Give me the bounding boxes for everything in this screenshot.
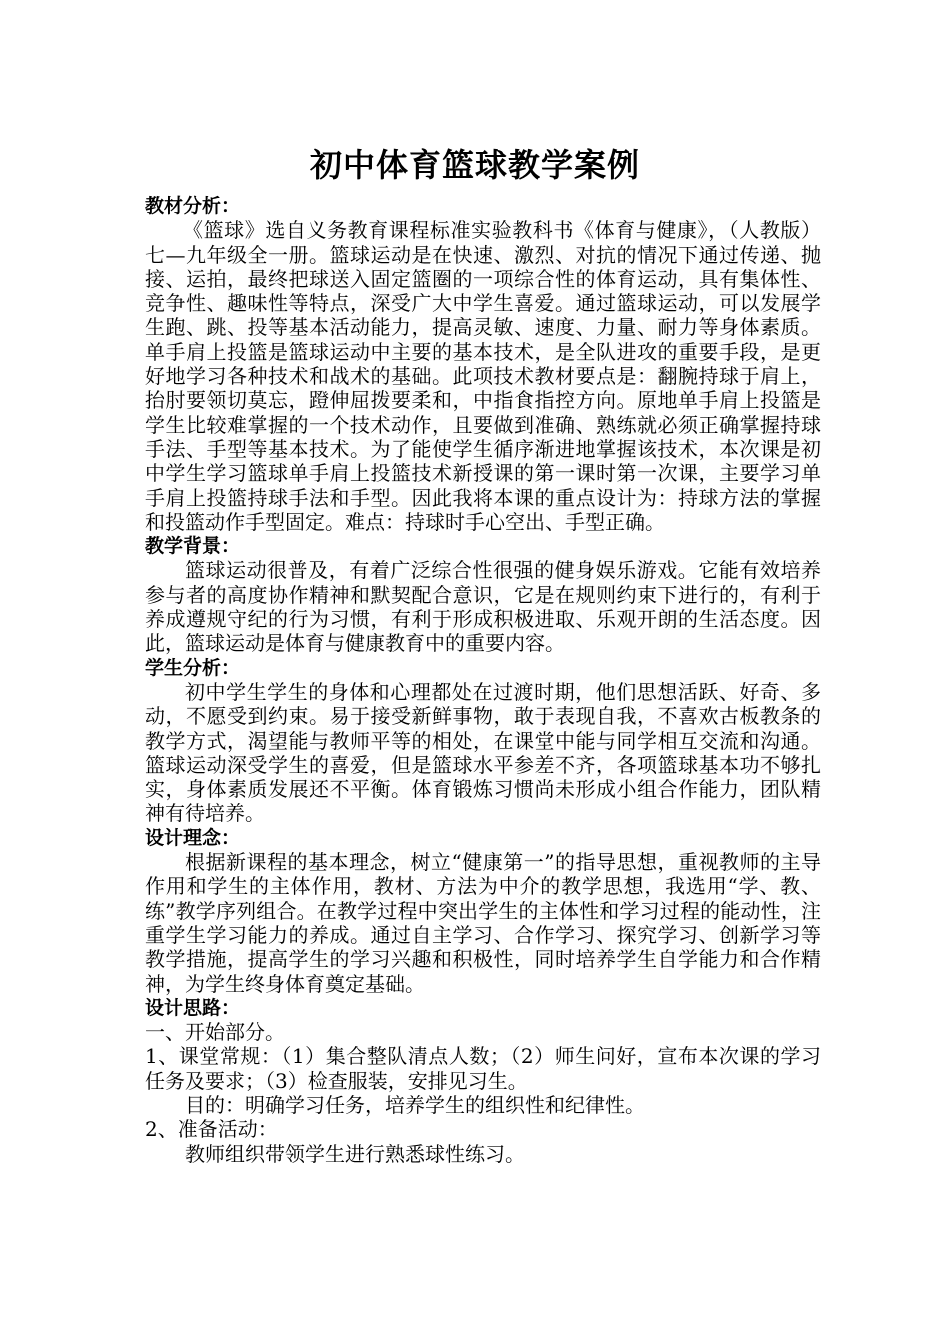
paragraph-material: 《篮球》选自义务教育课程标准实验教科书《体育与健康》，（人教版）七—九年级全一册。篮球运动是在快速、激烈、对抗的情况下通过传递、抛接、运拍，最终把球送入固定篮圈的一项综合性的体育运动，具有集体性、竞争性、趣味性等特点，深受广大中学生喜爱。通过篮球运动，可以发展学生跑、跳、投等基本活动能力，提高灵敏、速度、力量、耐力等身体素质。单手肩上投篮是篮球运动中主要的基本技术，是全队进攻的重要手段，是更好地学习各种技术和战术的基础。此项技术教材要点是：翻腕持球于肩上，抬肘要领切莫忘，蹬伸屈拨要柔和，中指食指控方向。原地单手肩上投篮是学生比较难掌握的一个技术动作，且要做到准确、熟练就必须正确掌握持球手法、手型等基本技术。为了能使学生循序渐进地掌握该技术，本次课是初中学生学习篮球单手肩上投篮技术新授课的第一课时第一次课，主要学习单手肩上投篮持球手法和手型。因此我将本课的重点设计为：持球方法的掌握和投篮动作手型固定。难点：持球时手心空出、手型正确。 xyxy=(145,218,821,534)
section-heading-concept: 设计理念： xyxy=(145,826,241,849)
approach-item-1: 1、课堂常规：（1）集合整队清点人数；（2）师生问好，宣布本次课的学习任务及要求；（3）检查服装，安排见习生。 xyxy=(145,1044,821,1093)
section-heading-background: 教学背景： xyxy=(145,535,241,558)
paragraph-background: 篮球运动很普及，有着广泛综合性很强的健身娱乐游戏。它能有效培养参与者的高度协作精神和默契配合意识，它是在规则约束下进行的，有利于养成遵规守纪的行为习惯，有利于形成积极进取、乐观开朗的生活态度。因此，篮球运动是体育与健康教育中的重要内容。 xyxy=(145,558,821,656)
section-heading-material: 教材分析： xyxy=(145,195,241,217)
approach-part-1: 一、开始部分。 xyxy=(145,1020,285,1045)
section-heading-students: 学生分析： xyxy=(145,656,241,679)
approach-item-2-text: 教师组织带领学生进行熟悉球性练习。 xyxy=(185,1141,525,1166)
approach-purpose: 目的：明确学习任务，培养学生的组织性和纪律性。 xyxy=(185,1092,645,1117)
document-body xyxy=(145,194,821,1166)
page-title: 初中体育篮球教学案例 xyxy=(309,146,640,184)
paragraph-students: 初中学生学生的身体和心理都处在过渡时期，他们思想活跃、好奇、多动，不愿受到约束。易于接受新鲜事物，敢于表现自我，不喜欢古板教条的教学方式，渴望能与教师平等的相处，在课堂中能与同学相互交流和沟通。篮球运动深受学生的喜爱，但是篮球水平参差不齐，各项篮球基本功不够扎实，身体素质发展还不平衡。体育锻炼习惯尚未形成小组合作能力，团队精神有待培养。 xyxy=(145,679,821,826)
approach-item-2: 2、准备活动： xyxy=(145,1117,278,1142)
section-heading-approach: 设计思路： xyxy=(145,996,241,1019)
paragraph-concept: 根据新课程的基本理念，树立“健康第一”的指导思想，重视教师的主导作用和学生的主体作用，教材、方法为中介的教学思想，我选用“学、教、练”教学序列组合。在教学过程中突出学生的主体性和学习过程的能动性，注重学生学习能力的养成。通过自主学习、合作学习、探究学习、创新学习等教学措施，提高学生的学习兴趣和积极性，同时培养学生自学能力和合作精神，为学生终身体育奠定基础。 xyxy=(145,850,821,996)
